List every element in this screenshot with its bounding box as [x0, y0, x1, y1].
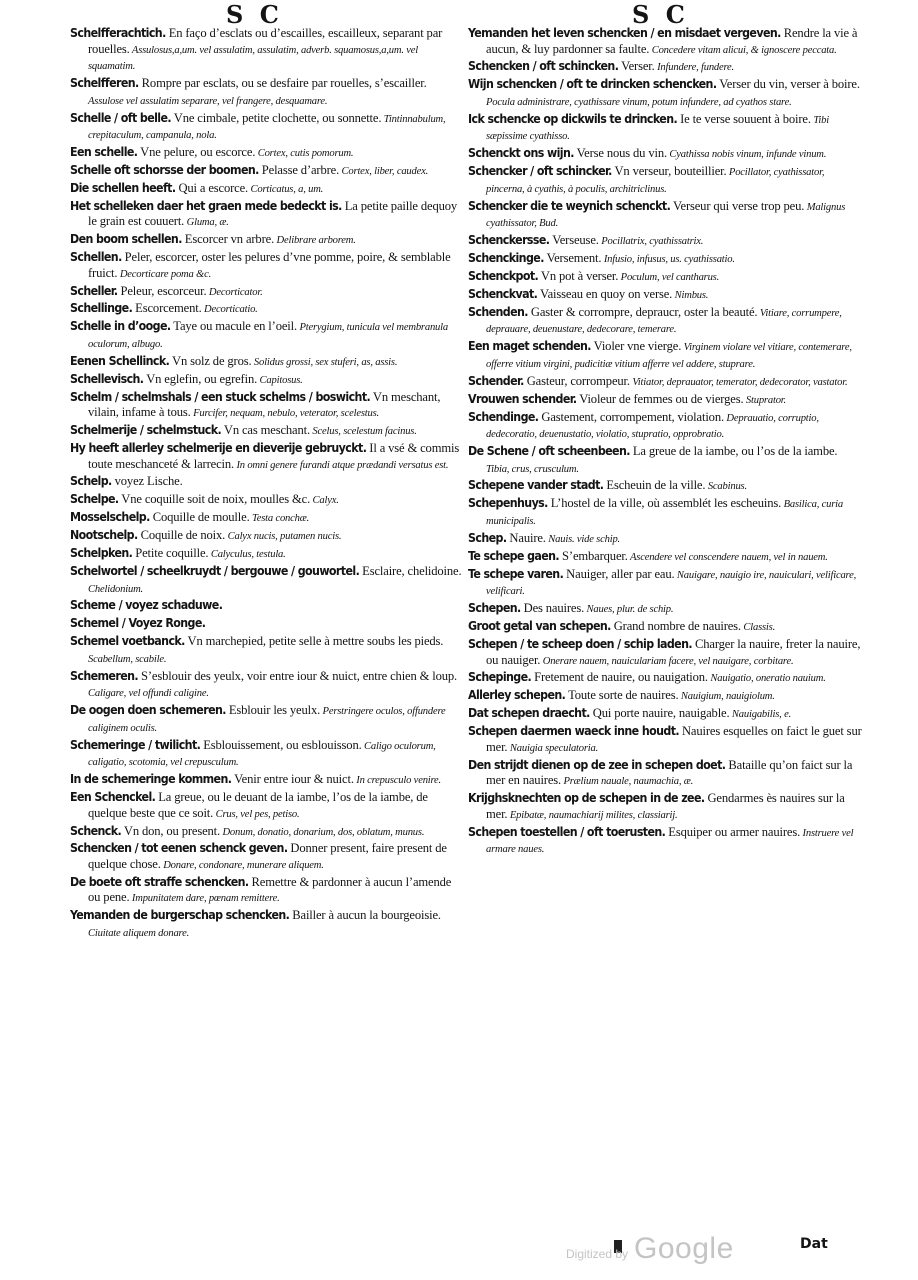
french-definition: Vn pot à verser.	[538, 268, 619, 283]
dictionary-entry	[70, 703, 462, 736]
latin-equivalent: Infusio, infusus, us. cyathissatio.	[601, 254, 735, 266]
headword: Schelle / oft belle.	[70, 110, 171, 125]
headword: Schellinge.	[70, 301, 133, 316]
latin-equivalent: Delibrare arborem.	[274, 235, 356, 247]
french-definition: La greue de la iambe, ou l’os de la iambe.	[629, 444, 838, 458]
latin-equivalent: Assulosus,a,um. vel assulatim, assulatim, adverb. squamosus,a,um. vel squamatim.	[88, 44, 418, 73]
headword: Scheller.	[70, 283, 118, 298]
latin-equivalent: Decorticare poma &c.	[117, 268, 212, 280]
running-head-right: S C	[632, 0, 689, 29]
latin-equivalent: Pocillator, cyathissator, pincerna, à cyathis, à poculis, architriclinus.	[486, 167, 825, 195]
dictionary-entry	[468, 791, 863, 823]
headword: Schepene vander stadt.	[468, 478, 604, 493]
french-definition: Verser.	[618, 59, 655, 74]
latin-equivalent: Tibia, crus, crusculum.	[486, 463, 579, 475]
latin-equivalent: Concedere vitam alicui, & ignoscere peccata.	[649, 44, 837, 56]
headword: Den strijdt dienen op de zee in schepen doet.	[468, 757, 726, 772]
dictionary-entry	[70, 841, 462, 873]
catchword: Dat	[800, 1236, 828, 1252]
french-definition: L’hostel de la ville, où assemblét les escheuins.	[547, 496, 782, 511]
headword: Mosselschelp.	[70, 510, 150, 525]
headword: In de schemeringe kommen.	[70, 772, 232, 787]
headword: Schenckersse.	[468, 233, 550, 248]
dictionary-entry	[70, 510, 462, 527]
french-definition: Bailler à aucun la bourgeoisie.	[289, 908, 441, 923]
headword: Een schelle.	[70, 145, 138, 160]
headword: Schenden.	[468, 304, 528, 319]
latin-equivalent: Classis.	[740, 622, 776, 634]
french-definition: S’embarquer.	[559, 548, 628, 563]
latin-equivalent: Infundere, fundere.	[654, 62, 734, 74]
latin-equivalent: Malignus cyathissator, Bud.	[486, 201, 846, 230]
french-definition: Esblouissement, ou esblouisson.	[200, 737, 362, 752]
dictionary-entry	[468, 567, 863, 600]
french-definition: Vn eglefin, ou egrefin.	[143, 371, 258, 386]
dictionary-entry	[468, 59, 863, 76]
headword: Schenckvat.	[468, 286, 538, 301]
headword: Scheme / voyez schaduwe.	[70, 598, 223, 613]
headword: Schepen toestellen / oft toerusten.	[468, 824, 666, 839]
headword: Schencken / tot eenen schenck geven.	[70, 841, 288, 856]
headword: De oogen doen schemeren.	[70, 703, 226, 718]
dictionary-entry	[468, 478, 863, 495]
right-column	[468, 26, 863, 859]
french-definition: Petite coquille.	[132, 546, 209, 561]
french-definition: Esblouir les yeulx.	[225, 703, 321, 718]
headword: Schelfferen.	[70, 76, 139, 91]
dictionary-entry	[468, 287, 863, 304]
dictionary-entry	[468, 112, 863, 145]
dictionary-entry	[70, 790, 462, 822]
latin-equivalent: Cortex, liber, caudex.	[339, 165, 429, 177]
dictionary-entry	[70, 492, 462, 509]
latin-equivalent: Gluma, æ.	[184, 217, 229, 229]
headword: Schencker / oft schincker.	[468, 164, 612, 179]
dictionary-entry	[468, 496, 863, 529]
headword: Schenckt ons wijn.	[468, 146, 574, 161]
dictionary-entry	[468, 199, 863, 232]
dictionary-entry	[468, 670, 863, 687]
headword: Schemel voetbanck.	[70, 634, 185, 649]
latin-equivalent: Ascendere vel conscendere nauem, vel in nauem.	[627, 551, 828, 563]
dictionary-entry	[70, 232, 462, 249]
dictionary-entry	[70, 875, 462, 907]
dictionary-entry	[70, 145, 462, 162]
digitized-watermark	[566, 1232, 734, 1266]
dictionary-entry	[70, 474, 462, 491]
headword: Schelmerije / schelmstuck.	[70, 423, 222, 438]
digitized-by-text: Digitized by	[566, 1247, 629, 1261]
headword: De Schene / oft scheenbeen.	[468, 444, 630, 458]
french-definition: Verseur qui verse trop peu.	[670, 198, 805, 213]
french-definition: Nauires esquelles on faict le guet sur mer.	[486, 724, 862, 754]
dictionary-entry	[70, 546, 462, 563]
headword: Schepen.	[468, 601, 521, 616]
latin-equivalent: Corticatus, a, um.	[248, 183, 324, 195]
headword: Schencker die te weynich schenckt.	[468, 198, 671, 213]
latin-equivalent: Calyx nucis, putamen nucis.	[225, 531, 342, 543]
latin-equivalent: Solidus grossi, sex stuferi, as, assis.	[251, 356, 398, 368]
french-definition: Esquiper ou armer nauires.	[665, 824, 801, 839]
french-definition: Vne coquille soit de noix, moulles &c.	[118, 492, 311, 507]
headword: Te schepe varen.	[468, 566, 564, 581]
latin-equivalent: Chelidonium.	[88, 583, 143, 595]
latin-equivalent: Epibatæ, naumachiarij milites, classiarij.	[507, 809, 678, 821]
french-definition: Coquille de moulle.	[149, 510, 250, 525]
dictionary-entry	[70, 284, 462, 301]
dictionary-entry	[70, 319, 462, 352]
headword: Yemanden het leven schencken / en misdaet vergeven.	[468, 26, 781, 40]
dictionary-entry	[468, 26, 863, 58]
headword: Schemeren.	[70, 668, 138, 683]
french-definition: La greue, ou le deuant de la iambe, l’os de la iambe, de quelque beste que ce soit.	[88, 790, 428, 820]
latin-equivalent: Deprauatio, corruptio, dedecoratio, deuenustatio, violatio, stupratio, opprobratio.	[486, 412, 819, 441]
french-definition: Charger la nauire, freter la nauire, ou nauiger.	[486, 636, 861, 667]
dictionary-entry	[468, 706, 863, 723]
french-definition: Il a vsé & commis toute meschanceté & larrecin.	[88, 441, 460, 471]
dictionary-entry	[468, 269, 863, 286]
french-definition: S’esblouir des yeulx, voir entre iour & nuict, entre chien & loup.	[138, 668, 458, 683]
headword: Schencken / oft schincken.	[468, 59, 619, 74]
dictionary-entry	[70, 354, 462, 371]
french-definition: Peleur, escorceur.	[117, 283, 207, 298]
headword: Schelle oft schorsse der boomen.	[70, 162, 259, 177]
french-definition: Qui porte nauire, nauigable.	[589, 706, 730, 721]
headword: Nootschelp.	[70, 528, 138, 543]
headword: Schellevisch.	[70, 371, 144, 386]
running-head-left: S C	[226, 0, 283, 29]
latin-equivalent: Tintinnabulum, crepitaculum, campanula, nola.	[88, 113, 446, 142]
french-definition: Donner present, faire present de quelque chose.	[88, 841, 447, 871]
headword: Schendinge.	[468, 409, 539, 424]
dictionary-entry	[468, 146, 863, 163]
left-column	[70, 26, 462, 943]
french-definition: Vn cas meschant.	[221, 423, 310, 438]
french-definition: Escorcement.	[132, 301, 202, 316]
french-definition: Gastement, corrompement, violation.	[538, 409, 724, 424]
headword: Allerley schepen.	[468, 688, 566, 703]
dictionary-entry	[468, 339, 863, 372]
french-definition: Verseuse.	[549, 233, 599, 248]
latin-equivalent: Prælium nauale, naumachia, æ.	[561, 776, 694, 788]
latin-equivalent: Nauigia speculatoria.	[507, 742, 599, 754]
dictionary-entry	[468, 531, 863, 548]
latin-equivalent: Nauigatio, oneratio nauium.	[707, 673, 826, 685]
french-definition: La petite paille dequoy le grain est couuert.	[88, 198, 458, 229]
dictionary-entry	[70, 528, 462, 545]
dictionary-entry	[70, 181, 462, 198]
dictionary-entry	[468, 305, 863, 338]
dictionary-entry	[468, 601, 863, 618]
latin-equivalent: Stuprator.	[743, 394, 786, 406]
french-definition: Coquille de noix.	[137, 528, 226, 543]
latin-equivalent: In omni genere furandi atque prædandi versatus est.	[234, 459, 449, 471]
headword: Schepen / te scheep doen / schip laden.	[468, 636, 692, 651]
latin-equivalent: Crus, vel pes, petiso.	[213, 808, 300, 820]
french-definition: Versement.	[543, 251, 602, 266]
latin-equivalent: Vitiator, deprauator, temerator, dedecorator, vastator.	[629, 376, 848, 388]
french-definition: Rendre la vie à aucun, & luy pardonner sa faulte.	[486, 26, 858, 56]
latin-equivalent: Nauis. vide schip.	[545, 533, 620, 545]
headword: Wijn schencken / oft te drincken schencken.	[468, 77, 717, 92]
latin-equivalent: Calyculus, testula.	[208, 549, 286, 561]
latin-equivalent: Decorticatio.	[201, 304, 258, 316]
headword: Een Schenckel.	[70, 790, 156, 805]
dictionary-entry	[70, 163, 462, 180]
french-definition: voyez Lische.	[111, 474, 183, 489]
french-definition: Taye ou macule en l’oeil.	[170, 319, 297, 334]
headword: Schelp.	[70, 474, 112, 489]
french-definition: En faço d’esclats ou d’escailles, escailleux, separant par rouelles.	[88, 26, 443, 56]
latin-equivalent: Perstringere oculos, offundere caliginem oculis.	[88, 706, 446, 734]
latin-equivalent: Scabellum, scabile.	[88, 653, 167, 665]
headword: Schenckpot.	[468, 268, 539, 283]
headword: Schender.	[468, 373, 524, 388]
latin-equivalent: Pocula administrare, cyathissare vinum, potum infundere, ad cyathos stare.	[486, 96, 792, 108]
headword: Groot getal van schepen.	[468, 619, 611, 634]
french-definition: Vn marchepied, petite selle à mettre soubs les pieds.	[184, 634, 444, 649]
latin-equivalent: Pocillatrix, cyathissatrix.	[598, 236, 704, 248]
french-definition: Remettre & pardonner à aucun l’amende ou pene.	[88, 874, 452, 905]
latin-equivalent: Basilica, curia municipalis.	[486, 499, 843, 527]
dictionary-entry	[468, 164, 863, 197]
headword: Een maget schenden.	[468, 339, 591, 354]
headword: Schelfferachtich.	[70, 26, 166, 40]
french-definition: Gendarmes ès nauires sur la mer.	[486, 791, 845, 821]
latin-equivalent: Calyx.	[310, 495, 339, 507]
latin-equivalent: Instruere vel armare naues.	[486, 827, 854, 856]
dictionary-entry	[70, 390, 462, 422]
french-definition: Nauiger, aller par eau.	[563, 566, 675, 581]
headword: Schelpe.	[70, 492, 119, 507]
headword: Vrouwen schender.	[468, 391, 577, 406]
latin-equivalent: Cortex, cutis pomorum.	[255, 148, 354, 160]
headword: Te schepe gaen.	[468, 548, 560, 563]
headword: Schemel / Voyez Ronge.	[70, 616, 206, 631]
dictionary-entry	[70, 26, 462, 75]
french-definition: Venir entre iour & nuict.	[231, 772, 354, 787]
french-definition: Escheuin de la ville.	[603, 478, 706, 493]
french-definition: Violer vne vierge.	[590, 339, 682, 354]
french-definition: Esclaire, chelidoine.	[359, 563, 462, 578]
headword: Schepinge.	[468, 670, 532, 685]
dictionary-entry	[70, 634, 462, 667]
headword: Schelpken.	[70, 546, 133, 561]
dictionary-entry	[70, 616, 462, 633]
headword: Krijghsknechten op de schepen in de zee.	[468, 791, 705, 806]
latin-equivalent: Poculum, vel cantharus.	[618, 271, 720, 283]
french-definition: Verse nous du vin.	[573, 146, 667, 161]
dictionary-entry	[70, 301, 462, 318]
dictionary-entry	[468, 688, 863, 705]
headword: Die schellen heeft.	[70, 180, 176, 195]
latin-equivalent: In crepusculo venire.	[353, 775, 442, 787]
latin-equivalent: Donum, donatio, donarium, dos, oblatum, munus.	[220, 826, 425, 838]
headword: Ick schencke op dickwils te drincken.	[468, 111, 678, 126]
headword: De boete oft straffe schencken.	[70, 874, 249, 889]
french-definition: Violeur de femmes ou de vierges.	[576, 391, 744, 406]
dictionary-entry	[468, 233, 863, 250]
dictionary-entry	[468, 724, 863, 756]
french-definition: Gasteur, corrompeur.	[523, 373, 630, 388]
headword: Yemanden de burgerschap schencken.	[70, 908, 290, 923]
dictionary-entry	[70, 423, 462, 440]
french-definition: Gaster & corrompre, depraucr, oster la beauté.	[527, 304, 758, 319]
latin-equivalent: Scelus, scelestum facinus.	[309, 426, 417, 438]
latin-equivalent: Ciuitate aliquem donare.	[88, 927, 190, 939]
latin-equivalent: Capitosus.	[257, 374, 303, 386]
french-definition: Qui a escorce.	[175, 180, 249, 195]
french-definition: Bataille qu’on faict sur la mer en nauires.	[486, 757, 853, 788]
latin-equivalent: Furcifer, nequam, nebulo, veterator, scelestus.	[190, 408, 379, 420]
dictionary-entry	[70, 772, 462, 789]
dictionary-entry	[468, 77, 863, 110]
headword: Schelwortel / scheelkruydt / bergouwe / gouwortel.	[70, 563, 360, 578]
headword: Eenen Schellinck.	[70, 353, 170, 368]
headword: Schellen.	[70, 250, 122, 265]
french-definition: Vne cimbale, petite clochette, ou sonnette.	[171, 110, 382, 125]
latin-equivalent: Donare, condonare, munerare aliquem.	[160, 860, 324, 871]
latin-equivalent: Scabinus.	[705, 481, 747, 493]
french-definition: Peler, escorcer, oster les pelures d’vne pomme, poire, & semblable fruict.	[88, 250, 451, 280]
dictionary-entry	[468, 825, 863, 858]
dictionary-entry	[468, 549, 863, 566]
latin-equivalent: Onerare nauem, nauiculariam facere, vel nauigare, corbitare.	[540, 655, 794, 667]
french-definition: Vn verseur, bouteillier.	[611, 164, 727, 179]
dictionary-entry	[70, 372, 462, 389]
french-definition: Vaisseau en quoy on verse.	[537, 286, 673, 301]
french-definition: Vne pelure, ou escorce.	[137, 145, 256, 160]
french-definition: Vn don, ou present.	[121, 823, 221, 838]
latin-equivalent: Vitiare, corrumpere, deprauare, deuenustare, dedecorare, temerare.	[486, 307, 842, 336]
french-definition: Pelasse d’arbre.	[258, 162, 340, 177]
google-logo: Google	[634, 1232, 734, 1265]
french-definition: Rompre par esclats, ou se desfaire par rouelles, s’escailler.	[138, 76, 427, 91]
french-definition: Nauire.	[506, 530, 546, 545]
latin-equivalent: Nimbus.	[672, 289, 709, 301]
french-definition: Ie te verse souuent à boire.	[677, 111, 811, 126]
dictionary-entry	[468, 637, 863, 669]
latin-equivalent: Impunitatem dare, pœnam remittere.	[129, 893, 280, 905]
headword: Hy heeft allerley schelmerije en dieverije gebruyckt.	[70, 441, 367, 455]
latin-equivalent: Testa conchæ.	[249, 513, 310, 525]
latin-equivalent: Cyathissa nobis vinum, infunde vinum.	[666, 149, 827, 161]
dictionary-entry	[70, 564, 462, 597]
latin-equivalent: Pterygium, tunicula vel membranula oculorum, albugo.	[88, 322, 448, 350]
dictionary-entry	[70, 111, 462, 144]
dictionary-entry	[70, 824, 462, 841]
headword: Het schelleken daer het graen mede bedeckt is.	[70, 198, 342, 213]
french-definition: Verser du vin, verser à boire.	[716, 77, 860, 92]
headword: Schelle in d’ooge.	[70, 319, 171, 334]
latin-equivalent: Decorticator.	[206, 286, 263, 298]
french-definition: Grand nombre de nauires.	[610, 619, 741, 634]
dictionary-entry	[70, 250, 462, 282]
dictionary-entry	[468, 619, 863, 636]
dictionary-entry	[70, 441, 462, 473]
dictionary-entry	[70, 598, 462, 615]
dictionary-entry	[468, 374, 863, 391]
latin-equivalent: Caligo oculorum, caligatio, scotomia, vel crepusculum.	[88, 740, 436, 769]
headword: Schenck.	[70, 823, 122, 838]
french-definition: Des nauires.	[520, 601, 585, 616]
latin-equivalent: Nauigare, nauigio ire, nauiculari, velificare, velificari.	[486, 569, 857, 598]
french-definition: Escorcer vn arbre.	[181, 232, 275, 247]
dictionary-entry	[70, 76, 462, 109]
dictionary-entry	[468, 251, 863, 268]
dictionary-entry	[468, 410, 863, 443]
latin-equivalent: Assulose vel assulatim separare, vel frangere, desquamare.	[88, 95, 328, 107]
dictionary-entry	[70, 199, 462, 231]
french-definition: Vn solz de gros.	[169, 353, 252, 368]
headword: Schemeringe / twilicht.	[70, 737, 201, 752]
latin-equivalent: Naues, plur. de schip.	[584, 604, 674, 616]
french-definition: Vn meschant, vilain, infame à tous.	[88, 389, 441, 420]
headword: Den boom schellen.	[70, 232, 182, 247]
headword: Schepenhuys.	[468, 496, 548, 511]
latin-equivalent: Caligare, vel offundi caligine.	[88, 688, 209, 700]
headword: Schepen daermen waeck inne houdt.	[468, 724, 679, 739]
latin-equivalent: Nauigium, nauigiolum.	[678, 691, 775, 703]
french-definition: Toute sorte de nauires.	[565, 688, 679, 703]
dictionary-entry	[70, 669, 462, 702]
dictionary-entry	[468, 444, 863, 477]
latin-equivalent: Virginem violare vel vitiare, contemerare, offerre vitium virgini, pudicitiæ vitium afferre vel addere, stuprare.	[486, 342, 852, 370]
dictionary-entry	[468, 758, 863, 790]
headword: Schenckinge.	[468, 251, 544, 266]
dictionary-entry	[468, 392, 863, 409]
french-definition: Fretement de nauire, ou nauigation.	[531, 670, 708, 685]
dictionary-entry	[70, 908, 462, 941]
headword: Schep.	[468, 530, 507, 545]
latin-equivalent: Nauigabilis, e.	[729, 709, 792, 721]
latin-equivalent: Tibi sæpissime cyathisso.	[486, 114, 830, 143]
headword: Dat schepen draecht.	[468, 706, 590, 721]
dictionary-entry	[70, 738, 462, 771]
headword: Schelm / schelmshals / een stuck schelms / boswicht.	[70, 389, 371, 404]
